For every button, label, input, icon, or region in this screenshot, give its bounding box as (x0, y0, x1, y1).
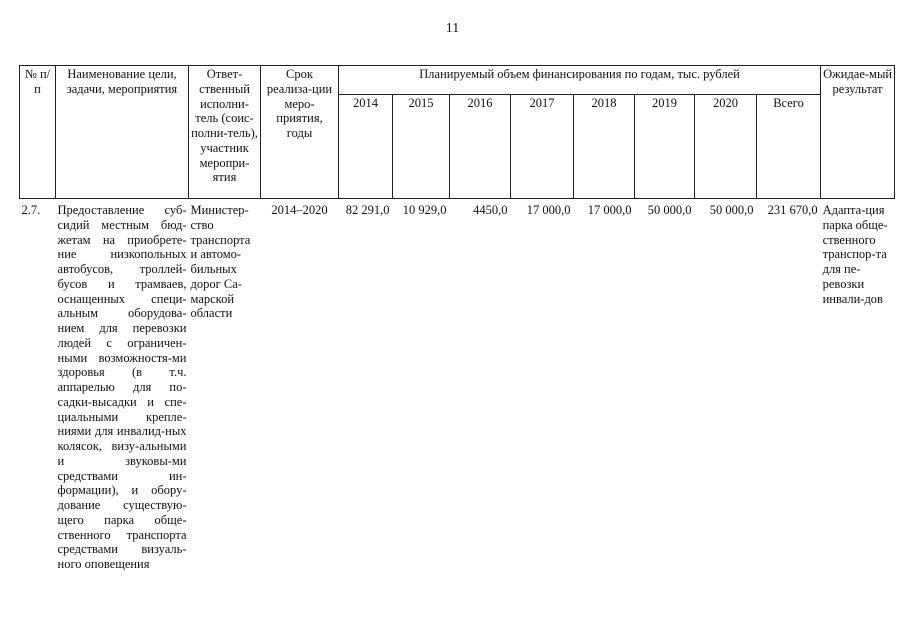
row-executor: Министер-ство транспорта и автомо-бильных дорог Са-марской области (190, 203, 251, 321)
col-header-num: № п/п (20, 66, 56, 199)
col-header-name: Наименование цели, задачи, мероприятия (56, 66, 189, 199)
row-value-2019: 50 000,0 (647, 203, 692, 217)
year-header: 2017 (511, 95, 574, 199)
year-header: 2019 (635, 95, 695, 199)
col-header-funding: Планируемый объем финансирования по годам, тыс. рублей (339, 66, 821, 95)
row-period: 2014–2020 (271, 203, 328, 217)
year-header: 2020 (695, 95, 757, 199)
row-num: 2.7. (21, 203, 41, 217)
row-value-2020: 50 000,0 (709, 203, 754, 217)
table-row (20, 199, 895, 577)
row-name: Предоставление суб-сидий местным бюд-жетам на приобрете-ние низкопольных автобусов, троллей-бусов и трамваев, оснащенных специ-альным оборудова-нием для перевозки людей с ограничен-ными возможностя-ми здоровья (в т.ч. аппарелью для по-садки-высадки и спе-циальными крепле-ниями для инвалид-ных колясок, визу-альными и звуковы-ми средствами ин-формации), и обору-дование существую-щего парка обще-ственного транспорта средствами визуаль-ного оповещения (57, 203, 187, 571)
row-value-2016: 4450,0 (473, 203, 508, 217)
col-header-period: Срок реализа-ции меро-приятия, годы (261, 66, 339, 199)
row-value-total: 231 670,0 (767, 203, 818, 217)
col-header-result: Ожидае-мый результат (821, 66, 895, 199)
page-number: 11 (445, 21, 460, 36)
funding-table (19, 65, 895, 576)
row-value-2018: 17 000,0 (587, 203, 632, 217)
year-header: 2014 (339, 95, 393, 199)
row-value-2017: 17 000,0 (526, 203, 571, 217)
year-header: 2016 (450, 95, 511, 199)
year-header: 2015 (393, 95, 450, 199)
row-value-2015: 10 929,0 (402, 203, 447, 217)
row-result: Адапта-ция парка обще-ственного транспор-та для пе-ревозки инвали-дов (822, 203, 888, 306)
row-value-2014: 82 291,0 (345, 203, 390, 217)
total-header: Всего (757, 95, 821, 199)
col-header-executor: Ответ-ственный исполни-тель (соис-полни-тель), участник меропри-ятия (189, 66, 261, 199)
header-row-1 (20, 66, 895, 95)
year-header: 2018 (574, 95, 635, 199)
